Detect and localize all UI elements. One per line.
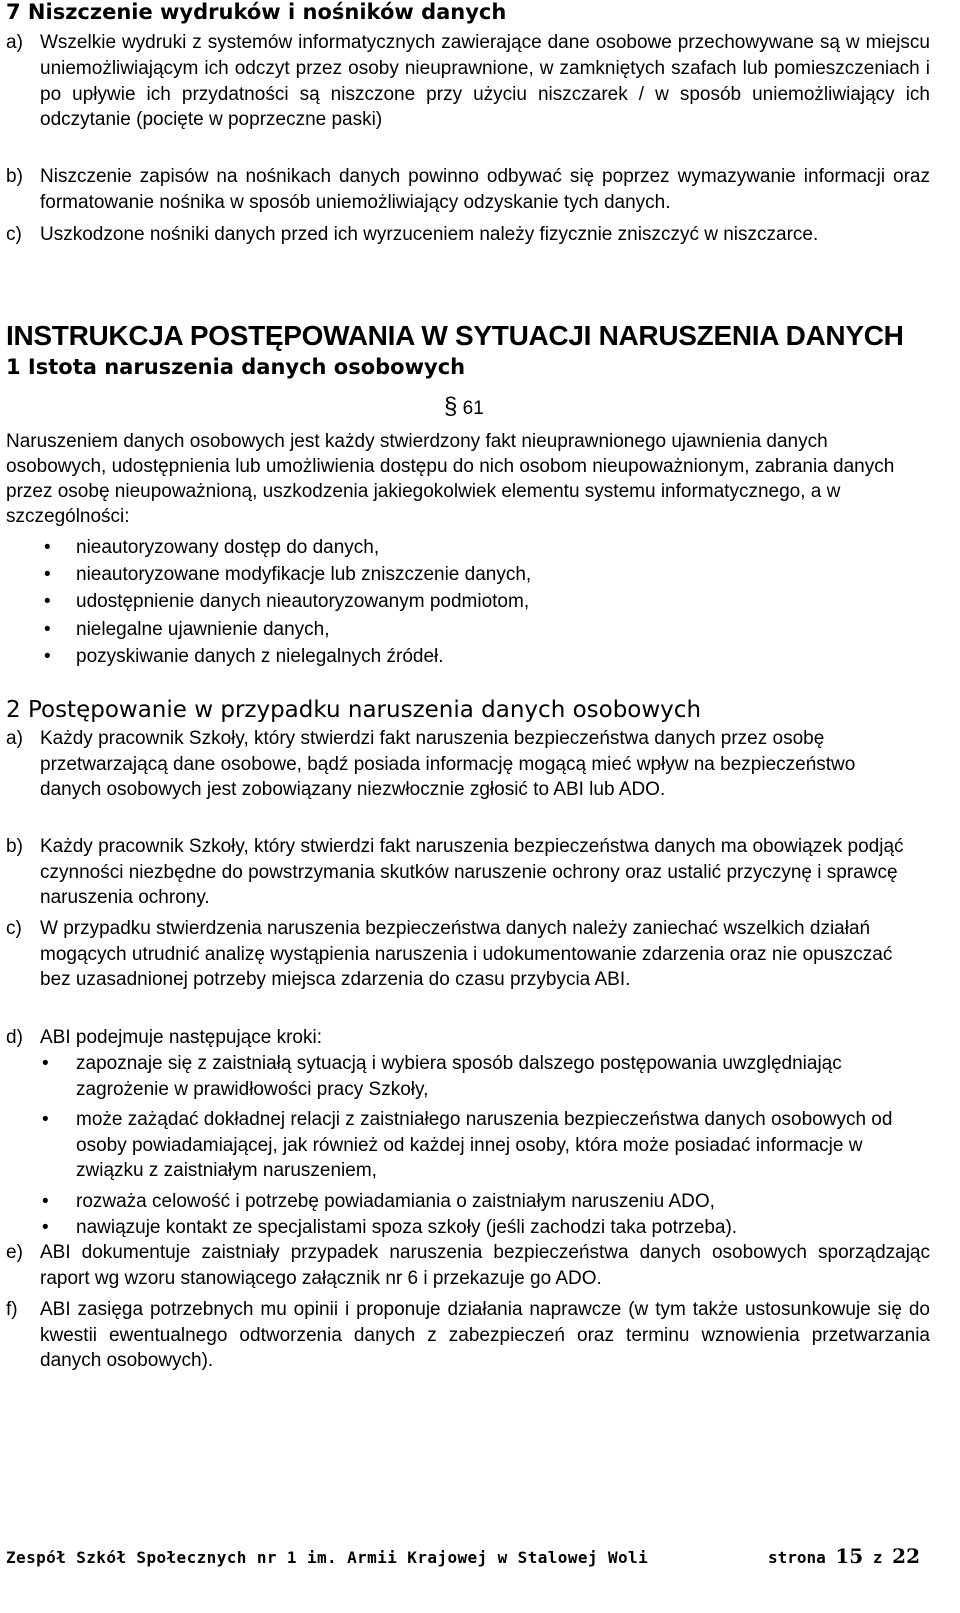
section-2-item-d: [6, 1025, 930, 1051]
list-item: • udostępnienie danych nieautoryzowanym podmiotom,: [6, 588, 930, 615]
footer-school-name: Zespół Szkół Społecznych nr 1 im. Armii Krajowej w Stalowej Woli: [6, 1548, 649, 1567]
section-7-title: 7 Niszczenie wydruków i nośników danych: [6, 0, 507, 24]
subsection-2-title: 2 Postępowanie w przypadku naruszenia danych osobowych: [6, 697, 702, 723]
bullet-icon: •: [42, 1217, 49, 1238]
section-sign: §: [444, 393, 458, 420]
item-text: ABI podejmuje następujące kroki:: [40, 1027, 322, 1048]
bullet-icon: •: [44, 591, 51, 613]
item-label: f): [6, 1299, 18, 1320]
list-item: • nawiązuje kontakt ze specjalistami spoza szkoły (jeśli zachodzi taka potrzeba).: [40, 1215, 930, 1241]
page-number: 15: [835, 1544, 864, 1568]
section-2-item-b: [6, 834, 906, 911]
section-7-item-c: [6, 222, 930, 248]
of-word: z: [872, 1548, 883, 1567]
section-2-item-a: [6, 726, 906, 803]
item-label: a): [6, 32, 23, 53]
item-text: Wszelkie wydruki z systemów informatycznych zawierające dane osobowe przechowywane są w miejscu uniemożliwiającym ich odczyt przez osoby nieuprawnione, w zamkniętych szafach lub pomieszczeniach i po upływie ich przydatności są niszczone przy użyciu niszczarek / w sposób uniemożliwiający ich odczytanie (pocięte w poprzeczne paski): [40, 32, 930, 131]
bullet-icon: •: [42, 1190, 49, 1212]
section-2-item-c: [6, 916, 926, 993]
page-word: strona: [767, 1548, 826, 1567]
section-7-item-a: [6, 30, 930, 133]
list-item: • nielegalne ujawnienie danych,: [6, 616, 930, 643]
section-2-item-f: [6, 1297, 930, 1374]
item-label: d): [6, 1027, 23, 1048]
list-item: • zapoznaje się z zaistniałą sytuacją i wybiera sposób dalszego postępowania uwzględniając zagrożenie w prawidłowości pracy Szkoły,: [42, 1053, 842, 1100]
item-label: c): [6, 918, 22, 939]
item-text: W przypadku stwierdzenia naruszenia bezpieczeństwa danych należy zaniechać wszelkich działań mogących utrudnić analizę wystąpienia naruszenia i udokumentowanie zdarzenia oraz nie opuszczać bez uzasadnionej potrzeby miejsca zdarzenia do czasu przybycia ABI.: [40, 918, 893, 990]
bullet-icon: •: [44, 537, 51, 558]
bullet-icon: •: [44, 618, 51, 640]
item-text: ABI zasięga potrzebnych mu opinii i proponuje działania naprawcze (w tym także ustosunkowuje się do kwestii ewentualnego odtworzenia danych z zabezpieczeń oraz terminu wznowienia przetwarzania danych osobowych).: [40, 1299, 930, 1371]
bullet-icon: •: [42, 1053, 49, 1074]
item-text: ABI dokumentuje zaistniały przypadek naruszenia bezpieczeństwa danych osobowych sporządzając raport wg wzoru stanowiącego załącznik nr 6 i przekazuje go ADO.: [40, 1242, 930, 1289]
list-item: • może zażądać dokładnej relacji z zaistniałego naruszenia bezpieczeństwa danych osobowych od osoby powiadamiającej, jak również od każdej innej osoby, która może posiadać informacje w związku z zaistniałym naruszeniem,: [42, 1109, 893, 1181]
section-2-item-e: [6, 1240, 930, 1291]
page-counter: [768, 1544, 920, 1570]
item-text: Każdy pracownik Szkoły, który stwierdzi fakt naruszenia bezpieczeństwa danych przez osobę przetwarzającą dane osobowe, bądź posiada informację mogącą mieć wpływ na bezpieczeństwo danych osobowych jest zobowiązany niezwłocznie zgłosić to ABI lub ADO.: [40, 728, 856, 800]
item-label: b): [6, 836, 23, 857]
item-text: Niszczenie zapisów na nośnikach danych powinno odbywać się poprzez wymazywanie informacji oraz formatowanie nośnika w sposób uniemożliwiający odzyskanie tych danych.: [40, 166, 930, 213]
item-text: Każdy pracownik Szkoły, który stwierdzi fakt naruszenia bezpieczeństwa danych ma obowiązek podjąć czynności niezbędne do powstrzymania skutków naruszenie ochrony oraz ustalić przyczynę i sprawcę naruszenia ochrony.: [40, 836, 904, 908]
item-text: Uszkodzone nośniki danych przed ich wyrzuceniem należy fizycznie zniszczyć w niszczarce.: [40, 224, 819, 245]
bullet-icon: •: [44, 645, 51, 667]
list-item: • nieautoryzowane modyfikacje lub zniszczenie danych,: [6, 561, 930, 588]
item-label: b): [6, 166, 23, 187]
page-total: 22: [892, 1544, 920, 1568]
item-label: c): [6, 224, 22, 245]
abi-steps-list: [40, 1051, 930, 1241]
section-7-item-b: [6, 164, 930, 216]
violation-types-list: [6, 534, 930, 670]
bullet-icon: •: [42, 1109, 49, 1130]
item-label: e): [6, 1242, 23, 1263]
paragraph-number-value: 61: [462, 398, 484, 419]
list-item: • rozważa celowość i potrzebę powiadamiania o zaistniałym naruszeniu ADO,: [40, 1189, 930, 1215]
list-item: • nieautoryzowany dostęp do danych,: [6, 534, 930, 561]
item-label: a): [6, 728, 23, 749]
bullet-icon: •: [44, 564, 51, 586]
instruction-title: INSTRUKCJA POSTĘPOWANIA W SYTUACJI NARUSZENIA DANYCH: [6, 320, 904, 351]
list-item: • pozyskiwanie danych z nielegalnych źródeł.: [6, 643, 930, 670]
subsection-1-intro: Naruszeniem danych osobowych jest każdy stwierdzony fakt nieuprawnionego ujawnienia danych osobowych, udostępnienia lub umożliwienia dostępu do nich osobom nieupoważnionym, zabrania danych przez osobę nieupoważnioną, uszkodzenia jakiegokolwiek elementu systemu informatycznego, a w szczególności:: [6, 431, 895, 527]
subsection-1-title: 1 Istota naruszenia danych osobowych: [6, 355, 466, 379]
paragraph-number: [444, 395, 484, 421]
